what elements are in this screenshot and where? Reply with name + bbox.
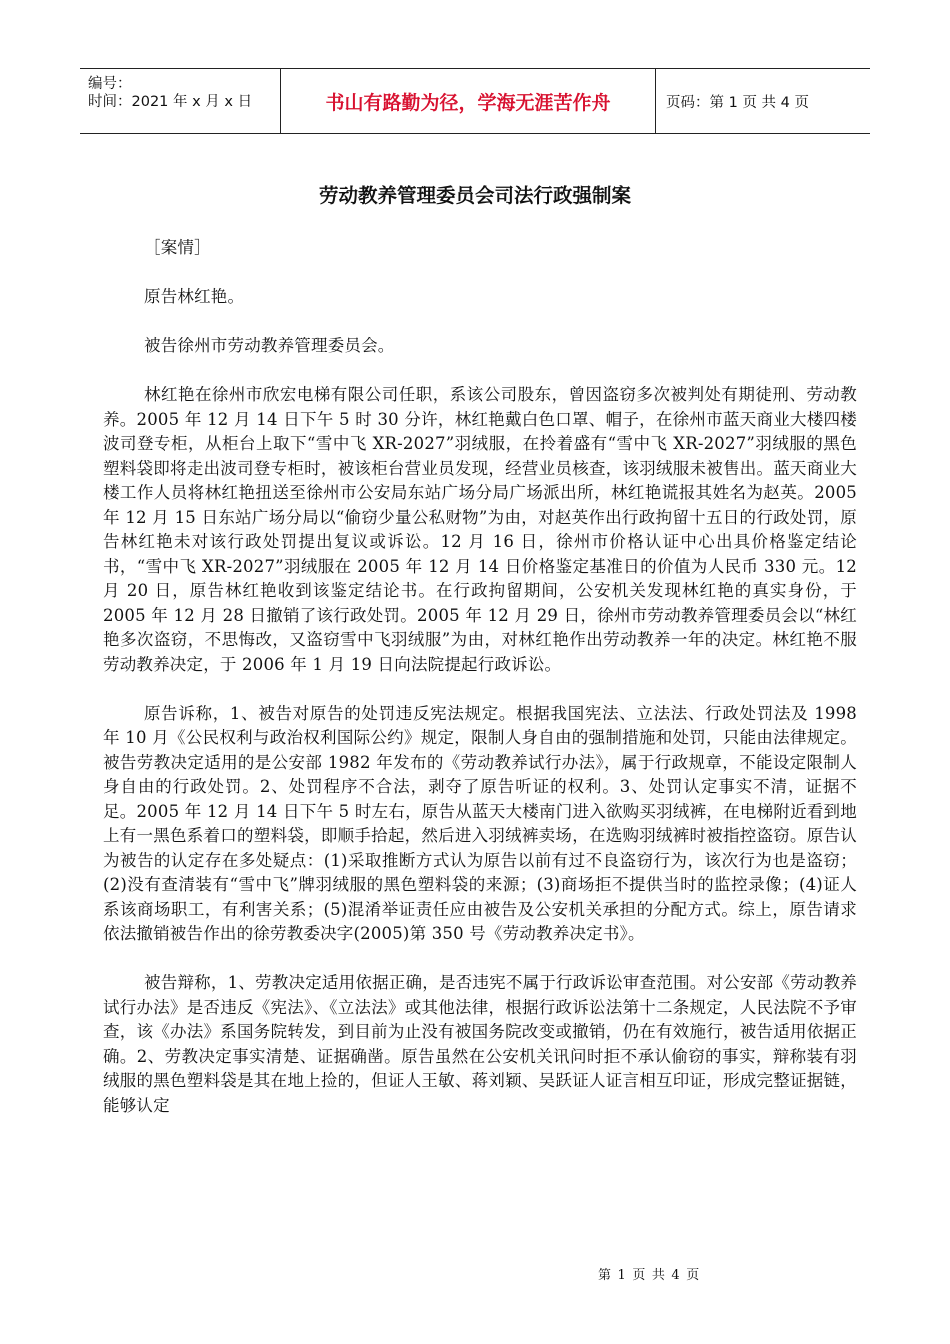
document-time-label: 时间：2021 年 x 月 x 日 (88, 94, 253, 110)
plaintiff-paragraph: 原告林红艳。 (144, 287, 245, 306)
document-title: 劳动教养管理委员会司法行政强制案 (318, 184, 631, 207)
page-footer: 第 1 页 共 4 页 (598, 1268, 701, 1283)
document-number-label: 编号： (88, 76, 132, 92)
document-body (103, 236, 857, 1143)
defendant-paragraph: 被告徐州市劳动教养管理委员会。 (144, 336, 395, 355)
case-facts-paragraph: 林红艳在徐州市欣宏电梯有限公司任职，系该公司股东，曾因盗窃多次被判处有期徒刑、劳动教养。2005 年 12 月 14 日下午 5 时 30 分许，林红艳戴白色口罩、帽子，在徐州市蓝天商业大楼四楼波司登专柜，从柜台上取下“雪中飞 XR-2027”羽绒服，在拎着盛有“雪中飞 XR-2027”羽绒服的黑色塑料袋即将走出波司登专柜时，被该柜台营业员发现，经营业员核查，该羽绒服未被售出。蓝天商业大楼工作人员将林红艳扭送至徐州市公安局东站广场分局广场派出所，林红艳谎报其姓名为赵英。2005 年 12 月 15 日东站广场分局以“偷窃少量公私财物”为由，对赵英作出行政拘留十五日的行政处罚，原告林红艳未对该行政处罚提出复议或诉讼。12 月 16 日，徐州市价格认证中心出具价格鉴定结论书，“雪中飞 XR-2027”羽绒服在 2005 年 12 月 14 日价格鉴定基准日的价值为人民币 330 元。12 月 20 日，原告林红艳收到该鉴定结论书。在行政拘留期间，公安机关发现林红艳的真实身份，于 2005 年 12 月 28 日撤销了该行政处罚。2005 年 12 月 29 日，徐州市劳动教养管理委员会以“林红艳多次盗窃，不思悔改，又盗窃雪中飞羽绒服”为由，对林红艳作出劳动教养一年的决定。林红艳不服劳动教养决定，于 2006 年 1 月 19 日向法院提起行政诉讼。 (103, 385, 857, 674)
section-label-case: ［案情］ (144, 238, 211, 257)
plaintiff-claims-paragraph: 原告诉称，1、被告对原告的处罚违反宪法规定。根据我国宪法、立法法、行政处罚法及 1998 年 10 月《公民权利与政治权利国际公约》规定，限制人身自由的强制措施和处罚，只能由法律规定。被告劳教决定适用的是公安部 1982 年发布的《劳动教养试行办法》，属于行政规章，不能设定限制人身自由的行政处罚。2、处罚程序不合法，剥夺了原告听证的权利。3、处罚认定事实不清，证据不足。2005 年 12 月 14 日下午 5 时左右，原告从蓝天大楼南门进入欲购买羽绒裤，在电梯附近看到地上有一黑色系着口的塑料袋，即顺手拾起，然后进入羽绒裤卖场，在选购羽绒裤时被指控盗窃。原告认为被告的认定存在多处疑点：(1)采取推断方式认为原告以前有过不良盗窃行为，该次行为也是盗窃；(2)没有查清装有“雪中飞”牌羽绒服的黑色塑料袋的来源；(3)商场拒不提供当时的监控录像；(4)证人系该商场职工，有利害关系；(5)混淆举证责任应由被告及公安机关承担的分配方式。综上，原告请求依法撤销被告作出的徐劳教委决字(2005)第 350 号《劳动教养决定书》。 (103, 703, 857, 943)
header-motto: 书山有路勤为径，学海无涯苦作舟 (281, 69, 656, 133)
header-page-info: 页码：第 1 页 共 4 页 (666, 94, 809, 111)
header-table (80, 68, 870, 134)
defendant-response-paragraph: 被告辩称，1、劳教决定适用依据正确，是否违宪不属于行政诉讼审查范围。对公安部《劳动教养试行办法》是否违反《宪法》、《立法法》或其他法律，根据行政诉讼法第十二条规定，人民法院不予审查，该《办法》系国务院转发，到目前为止没有被国务院改变或撤销，仍在有效施行，被告适用依据正确。2、劳教决定事实清楚、证据确凿。原告虽然在公安机关讯问时拒不承认偷窃的事实，辩称装有羽绒服的黑色塑料袋是其在地上捡的，但证人王敏、蒋刘颖、吴跃证人证言相互印证，形成完整证据链，能够认定 (103, 973, 857, 1115)
header-meta-cell (80, 69, 281, 133)
